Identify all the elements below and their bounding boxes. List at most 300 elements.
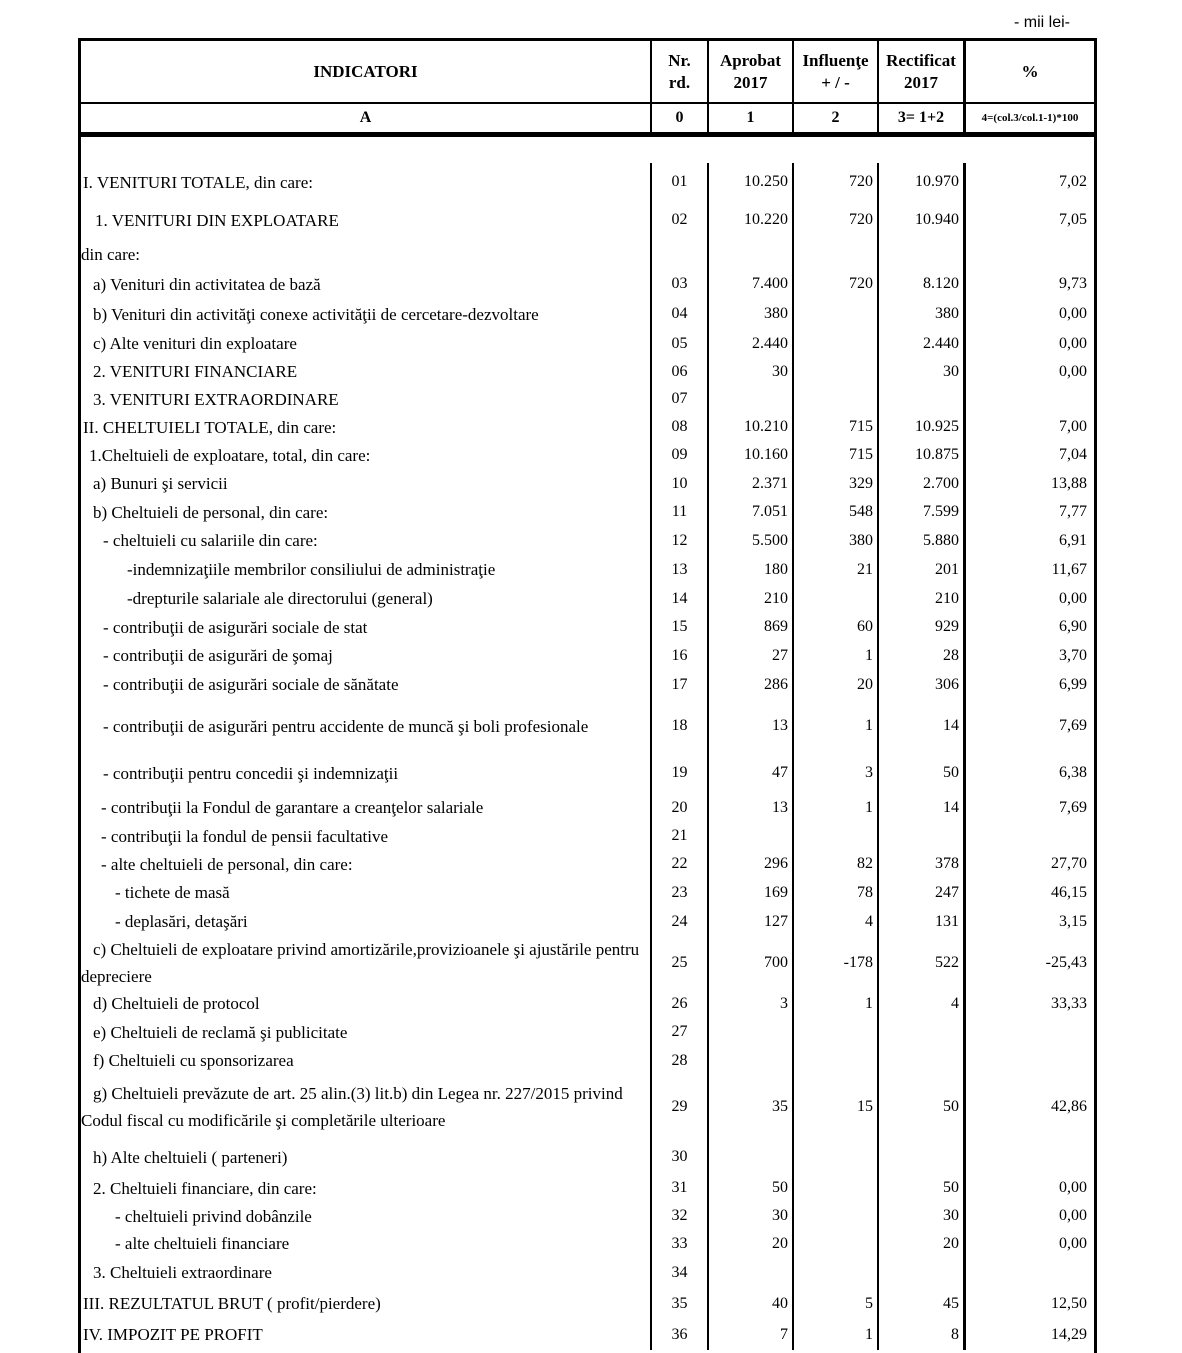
table-row <box>81 239 1094 269</box>
row-label-text: b) Venituri din activităţi conexe activităţii de cercetare-dezvoltare <box>93 304 539 324</box>
table-row <box>81 1047 1094 1074</box>
row-label <box>81 699 650 753</box>
row-nr: 31 <box>650 1174 707 1202</box>
row-label-text: I. VENITURI TOTALE, din care: <box>83 172 313 192</box>
cell-percent: 0,00 <box>963 584 1094 613</box>
cell-influente: 720 <box>792 201 877 239</box>
row-nr: 21 <box>650 822 707 850</box>
cell-aprobat <box>707 1140 792 1174</box>
row-nr: 22 <box>650 850 707 878</box>
row-label-text: 3. VENITURI EXTRAORDINARE <box>93 389 339 409</box>
cell-rectificat: 247 <box>877 878 963 907</box>
row-nr: 29 <box>650 1074 707 1140</box>
cell-rectificat: 131 <box>877 907 963 936</box>
row-label-text: din care: <box>81 244 140 264</box>
cell-influente: 380 <box>792 526 877 555</box>
cell-aprobat: 7.400 <box>707 269 792 299</box>
cell-influente: 20 <box>792 670 877 699</box>
cell-percent: 7,04 <box>963 441 1094 469</box>
row-nr: 20 <box>650 793 707 822</box>
row-nr: 13 <box>650 555 707 584</box>
table-row <box>81 1140 1094 1174</box>
row-label-text: - contribuţii de asigurări sociale de stat <box>103 617 368 637</box>
cell-aprobat: 296 <box>707 850 792 878</box>
row-nr: 10 <box>650 469 707 498</box>
cell-percent: -25,43 <box>963 936 1094 990</box>
subheader-1: 1 <box>707 104 792 132</box>
cell-rectificat: 10.970 <box>877 163 963 201</box>
row-label <box>81 201 650 239</box>
table-row <box>81 936 1094 990</box>
cell-influente <box>792 1047 877 1074</box>
table-row <box>81 1257 1094 1288</box>
table-row <box>81 1074 1094 1140</box>
row-label-text: - tichete de masă <box>115 883 230 902</box>
row-label-text: - contribuţii de asigurări pentru accidente de muncă şi boli profesionale <box>103 716 589 736</box>
cell-rectificat <box>877 1257 963 1288</box>
row-label <box>81 822 650 850</box>
row-label-text: b) Cheltuieli de personal, din care: <box>93 502 329 522</box>
cell-influente: 1 <box>792 641 877 670</box>
cell-rectificat <box>877 385 963 413</box>
row-label <box>81 641 650 670</box>
row-label <box>81 1074 650 1140</box>
table-row <box>81 822 1094 850</box>
cell-aprobat: 20 <box>707 1230 792 1257</box>
row-label-text: h) Alte cheltuieli ( parteneri) <box>93 1147 288 1167</box>
row-label <box>81 878 650 907</box>
row-label <box>81 584 650 613</box>
row-label <box>81 526 650 555</box>
row-label-text: -indemnizaţiile membrilor consiliului de administraţie <box>127 560 496 579</box>
row-label <box>81 753 650 793</box>
cell-percent: 0,00 <box>963 1202 1094 1230</box>
row-label <box>81 413 650 441</box>
header-indicatori: INDICATORI <box>313 61 418 81</box>
row-label-text: d) Cheltuieli de protocol <box>93 994 260 1013</box>
cell-percent: 3,70 <box>963 641 1094 670</box>
row-nr: 11 <box>650 498 707 526</box>
row-nr: 33 <box>650 1230 707 1257</box>
row-label-text: f) Cheltuieli cu sponsorizarea <box>93 1051 294 1070</box>
row-label <box>81 850 650 878</box>
cell-rectificat <box>877 1047 963 1074</box>
table-row <box>81 1174 1094 1202</box>
cell-percent: 46,15 <box>963 878 1094 907</box>
subheader-0: 0 <box>650 104 707 132</box>
row-label <box>81 670 650 699</box>
cell-aprobat: 7 <box>707 1319 792 1350</box>
cell-percent: 6,90 <box>963 613 1094 641</box>
cell-rectificat: 2.700 <box>877 469 963 498</box>
row-nr: 34 <box>650 1257 707 1288</box>
row-label <box>81 990 650 1017</box>
row-label <box>81 163 650 201</box>
row-label <box>81 329 650 358</box>
cell-percent: 0,00 <box>963 358 1094 385</box>
cell-aprobat: 10.250 <box>707 163 792 201</box>
cell-aprobat: 30 <box>707 358 792 385</box>
row-nr: 05 <box>650 329 707 358</box>
cell-rectificat <box>877 1017 963 1047</box>
row-label-text: a) Venituri din activitatea de bază <box>93 274 321 294</box>
cell-influente <box>792 358 877 385</box>
table-row <box>81 1319 1094 1350</box>
row-label-text: 2. VENITURI FINANCIARE <box>93 362 298 381</box>
row-nr: 14 <box>650 584 707 613</box>
table-row <box>81 670 1094 699</box>
cell-aprobat: 10.210 <box>707 413 792 441</box>
subheader-2: 2 <box>792 104 877 132</box>
table-subheader-row <box>81 104 1094 137</box>
subheader-3: 3= 1+2 <box>877 104 963 132</box>
cell-percent: 0,00 <box>963 1174 1094 1202</box>
table-row <box>81 385 1094 413</box>
row-label-text: - alte cheltuieli financiare <box>115 1234 290 1253</box>
cell-aprobat <box>707 1047 792 1074</box>
cell-percent: 7,69 <box>963 793 1094 822</box>
row-label-text: c) Cheltuieli de exploatare privind amortizările,provizioanele şi ajustările pentru depreciere <box>81 940 640 986</box>
table-row <box>81 163 1094 201</box>
cell-aprobat: 286 <box>707 670 792 699</box>
row-nr: 36 <box>650 1319 707 1350</box>
cell-rectificat <box>877 822 963 850</box>
cell-percent: 6,91 <box>963 526 1094 555</box>
table-body <box>81 137 1094 1350</box>
row-label-text: - deplasări, detaşări <box>115 912 248 931</box>
row-label-text: - cheltuieli privind dobânzile <box>115 1206 312 1226</box>
cell-aprobat: 40 <box>707 1288 792 1319</box>
row-label-text: 3. Cheltuieli extraordinare <box>93 1263 272 1282</box>
row-label <box>81 555 650 584</box>
row-nr: 04 <box>650 299 707 329</box>
table-row <box>81 1017 1094 1047</box>
row-label <box>81 907 650 936</box>
table-row <box>81 793 1094 822</box>
row-label <box>81 269 650 299</box>
row-label-text: - contribuţii de asigurări sociale de sănătate <box>103 675 399 694</box>
cell-aprobat: 10.220 <box>707 201 792 239</box>
cell-influente <box>792 329 877 358</box>
row-label-text: a) Bunuri şi servicii <box>93 474 228 493</box>
row-nr: 23 <box>650 878 707 907</box>
row-nr: 03 <box>650 269 707 299</box>
cell-rectificat: 8.120 <box>877 269 963 299</box>
cell-rectificat: 14 <box>877 699 963 753</box>
cell-influente <box>792 584 877 613</box>
cell-influente: 715 <box>792 441 877 469</box>
row-label <box>81 498 650 526</box>
cell-percent <box>963 1140 1094 1174</box>
row-nr: 32 <box>650 1202 707 1230</box>
cell-influente <box>792 239 877 269</box>
cell-aprobat: 5.500 <box>707 526 792 555</box>
row-nr <box>650 239 707 269</box>
cell-percent <box>963 239 1094 269</box>
table-row <box>81 269 1094 299</box>
row-nr: 35 <box>650 1288 707 1319</box>
row-label <box>81 299 650 329</box>
cell-aprobat: 30 <box>707 1202 792 1230</box>
cell-percent <box>963 822 1094 850</box>
cell-percent: 42,86 <box>963 1074 1094 1140</box>
row-label-text: -drepturile salariale ale directorului (general) <box>127 589 433 608</box>
cell-rectificat: 201 <box>877 555 963 584</box>
cell-aprobat: 869 <box>707 613 792 641</box>
cell-influente: 5 <box>792 1288 877 1319</box>
header-rectificat: Rectificat 2017 <box>877 41 963 102</box>
cell-percent <box>963 1257 1094 1288</box>
row-label <box>81 385 650 413</box>
table-row <box>81 358 1094 385</box>
cell-influente: 82 <box>792 850 877 878</box>
cell-percent: 14,29 <box>963 1319 1094 1350</box>
row-label <box>81 936 650 990</box>
cell-influente <box>792 1140 877 1174</box>
cell-percent: 12,50 <box>963 1288 1094 1319</box>
row-label-text: III. REZULTATUL BRUT ( profit/pierdere) <box>83 1294 381 1313</box>
row-label-text: e) Cheltuieli de reclamă şi publicitate <box>93 1022 348 1042</box>
cell-percent: 6,99 <box>963 670 1094 699</box>
table-row <box>81 498 1094 526</box>
cell-rectificat: 929 <box>877 613 963 641</box>
table-row <box>81 613 1094 641</box>
cell-influente <box>792 1202 877 1230</box>
cell-aprobat: 210 <box>707 584 792 613</box>
subheader-a: A <box>359 109 372 126</box>
cell-aprobat <box>707 1257 792 1288</box>
cell-influente: 15 <box>792 1074 877 1140</box>
cell-influente <box>792 1257 877 1288</box>
row-nr: 26 <box>650 990 707 1017</box>
row-label-text: IV. IMPOZIT PE PROFIT <box>83 1325 263 1344</box>
table-row <box>81 878 1094 907</box>
row-label-text: - contribuţii pentru concedii şi indemnizaţii <box>103 763 399 783</box>
cell-rectificat: 28 <box>877 641 963 670</box>
cell-rectificat: 4 <box>877 990 963 1017</box>
row-nr: 12 <box>650 526 707 555</box>
cell-influente: 715 <box>792 413 877 441</box>
cell-aprobat <box>707 1017 792 1047</box>
table-row <box>81 201 1094 239</box>
table-row <box>81 699 1094 753</box>
unit-label: - mii lei- <box>1014 14 1070 31</box>
cell-percent <box>963 1047 1094 1074</box>
cell-influente <box>792 1017 877 1047</box>
cell-percent: 3,15 <box>963 907 1094 936</box>
cell-rectificat: 306 <box>877 670 963 699</box>
row-label <box>81 1257 650 1288</box>
cell-aprobat: 169 <box>707 878 792 907</box>
row-label-text: II. CHELTUIELI TOTALE, din care: <box>83 417 337 437</box>
cell-percent: 7,69 <box>963 699 1094 753</box>
cell-percent: 7,00 <box>963 413 1094 441</box>
table-row <box>81 1202 1094 1230</box>
row-label <box>81 441 650 469</box>
cell-rectificat: 20 <box>877 1230 963 1257</box>
row-nr: 16 <box>650 641 707 670</box>
header-percent: % <box>963 41 1094 102</box>
cell-aprobat <box>707 239 792 269</box>
row-label <box>81 1202 650 1230</box>
cell-rectificat: 2.440 <box>877 329 963 358</box>
row-nr: 24 <box>650 907 707 936</box>
cell-influente: 720 <box>792 163 877 201</box>
table-row <box>81 329 1094 358</box>
cell-aprobat <box>707 385 792 413</box>
row-nr: 30 <box>650 1140 707 1174</box>
row-label <box>81 1174 650 1202</box>
cell-rectificat: 8 <box>877 1319 963 1350</box>
cell-rectificat: 14 <box>877 793 963 822</box>
table-row <box>81 469 1094 498</box>
cell-percent: 9,73 <box>963 269 1094 299</box>
row-nr: 07 <box>650 385 707 413</box>
row-label-text: - contribuţii de asigurări de şomaj <box>103 646 333 665</box>
cell-influente: 21 <box>792 555 877 584</box>
row-label <box>81 613 650 641</box>
table-header-row <box>81 41 1094 104</box>
cell-aprobat: 13 <box>707 699 792 753</box>
table-row <box>81 753 1094 793</box>
cell-influente: 60 <box>792 613 877 641</box>
cell-percent: 33,33 <box>963 990 1094 1017</box>
cell-rectificat: 5.880 <box>877 526 963 555</box>
row-nr: 17 <box>650 670 707 699</box>
cell-aprobat: 127 <box>707 907 792 936</box>
row-nr: 02 <box>650 201 707 239</box>
cell-aprobat: 7.051 <box>707 498 792 526</box>
cell-percent: 6,38 <box>963 753 1094 793</box>
cell-rectificat: 30 <box>877 358 963 385</box>
row-label <box>81 1140 650 1174</box>
row-label <box>81 793 650 822</box>
cell-influente: 1 <box>792 990 877 1017</box>
cell-aprobat: 3 <box>707 990 792 1017</box>
cell-influente: -178 <box>792 936 877 990</box>
cell-aprobat: 13 <box>707 793 792 822</box>
cell-influente: 548 <box>792 498 877 526</box>
cell-percent: 0,00 <box>963 329 1094 358</box>
cell-influente: 1 <box>792 793 877 822</box>
cell-percent <box>963 1017 1094 1047</box>
cell-influente: 1 <box>792 699 877 753</box>
row-nr: 08 <box>650 413 707 441</box>
cell-aprobat: 47 <box>707 753 792 793</box>
table-row <box>81 850 1094 878</box>
table-row <box>81 555 1094 584</box>
table-row <box>81 1230 1094 1257</box>
cell-rectificat: 50 <box>877 753 963 793</box>
cell-aprobat: 380 <box>707 299 792 329</box>
cell-rectificat: 210 <box>877 584 963 613</box>
cell-rectificat: 7.599 <box>877 498 963 526</box>
cell-percent: 11,67 <box>963 555 1094 584</box>
row-label-text: - alte cheltuieli de personal, din care: <box>101 854 353 874</box>
cell-rectificat: 50 <box>877 1174 963 1202</box>
cell-rectificat: 522 <box>877 936 963 990</box>
row-label <box>81 358 650 385</box>
cell-aprobat: 2.440 <box>707 329 792 358</box>
table-row <box>81 584 1094 613</box>
row-label <box>81 1319 650 1350</box>
cell-influente: 78 <box>792 878 877 907</box>
row-label-text: 1.Cheltuieli de exploatare, total, din care: <box>89 445 371 465</box>
table-row <box>81 413 1094 441</box>
header-nr-rd: Nr. rd. <box>650 41 707 102</box>
row-label-text: - contribuţii la Fondul de garantare a creanţelor salariale <box>101 798 484 817</box>
header-influente: Influenţe + / - <box>792 41 877 102</box>
subheader-formula: 4=(col.3/col.1-1)*100 <box>963 104 1094 132</box>
row-label-text: 1. VENITURI DIN EXPLOATARE <box>95 210 339 230</box>
cell-rectificat: 380 <box>877 299 963 329</box>
cell-influente <box>792 1174 877 1202</box>
cell-percent <box>963 385 1094 413</box>
row-label-text: - contribuţii la fondul de pensii facultative <box>101 826 389 846</box>
cell-aprobat: 180 <box>707 555 792 584</box>
cell-rectificat: 10.875 <box>877 441 963 469</box>
row-label <box>81 469 650 498</box>
row-nr: 09 <box>650 441 707 469</box>
row-label <box>81 1230 650 1257</box>
row-nr: 06 <box>650 358 707 385</box>
row-nr: 25 <box>650 936 707 990</box>
cell-rectificat: 50 <box>877 1074 963 1140</box>
cell-rectificat: 10.940 <box>877 201 963 239</box>
row-label <box>81 1047 650 1074</box>
table-row <box>81 299 1094 329</box>
row-nr: 15 <box>650 613 707 641</box>
cell-percent: 13,88 <box>963 469 1094 498</box>
row-label <box>81 1017 650 1047</box>
cell-influente: 3 <box>792 753 877 793</box>
cell-aprobat: 35 <box>707 1074 792 1140</box>
row-label <box>81 1288 650 1319</box>
cell-rectificat: 45 <box>877 1288 963 1319</box>
cell-percent: 27,70 <box>963 850 1094 878</box>
cell-influente <box>792 822 877 850</box>
row-label <box>81 239 650 269</box>
row-nr: 28 <box>650 1047 707 1074</box>
row-label-text: c) Alte venituri din exploatare <box>93 334 297 353</box>
table-row <box>81 1288 1094 1319</box>
cell-influente: 720 <box>792 269 877 299</box>
cell-rectificat <box>877 239 963 269</box>
cell-influente <box>792 385 877 413</box>
row-label-text: 2. Cheltuieli financiare, din care: <box>93 1178 317 1198</box>
row-nr: 01 <box>650 163 707 201</box>
cell-aprobat <box>707 822 792 850</box>
table-row <box>81 907 1094 936</box>
cell-aprobat: 700 <box>707 936 792 990</box>
cell-influente <box>792 299 877 329</box>
row-nr: 19 <box>650 753 707 793</box>
row-label-text: - cheltuieli cu salariile din care: <box>103 531 318 550</box>
cell-rectificat: 378 <box>877 850 963 878</box>
cell-influente: 329 <box>792 469 877 498</box>
cell-rectificat: 10.925 <box>877 413 963 441</box>
cell-percent: 0,00 <box>963 299 1094 329</box>
cell-percent: 7,77 <box>963 498 1094 526</box>
table-row <box>81 641 1094 670</box>
budget-table <box>78 38 1097 1353</box>
cell-aprobat: 10.160 <box>707 441 792 469</box>
cell-rectificat <box>877 1140 963 1174</box>
cell-rectificat: 30 <box>877 1202 963 1230</box>
cell-percent: 7,02 <box>963 163 1094 201</box>
cell-influente <box>792 1230 877 1257</box>
table-row <box>81 526 1094 555</box>
